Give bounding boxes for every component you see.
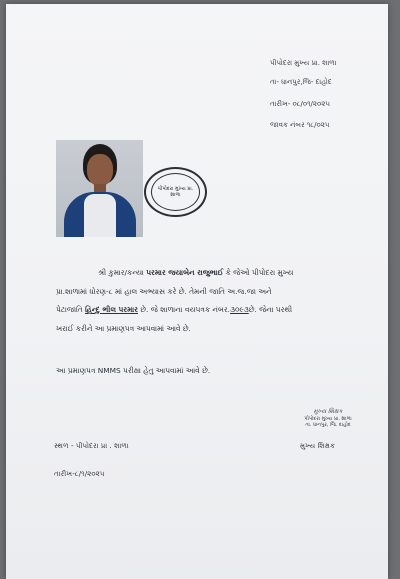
body-line-4: ખરાઈ કરીને આ પ્રમાણપત્ર આપવામાં આવે છે. — [56, 324, 191, 333]
stamp-text: પીપોદરા મુખ્ય પ્રા. શાળા — [157, 186, 194, 198]
student-photo — [56, 140, 143, 237]
certificate-page — [6, 4, 388, 579]
body-line-3-suffix: છે. જેના પરથી — [248, 305, 293, 314]
body-line-3-mid: છે. જે શાળાના વયપત્રક નંબર. — [140, 305, 231, 314]
student-name: પરમાર જયાબેન રાજુભાઈ — [146, 268, 224, 277]
signature-address: તા. ધાનપુર, જિ. દાહોદ — [305, 422, 351, 428]
student-subcaste: હિન્દુ ભીલ પરમાર — [84, 305, 138, 314]
body-line-1 — [98, 268, 398, 278]
signature-title: મુખ્ય શિક્ષક — [313, 408, 343, 415]
footer-date: તારીખ-૮/૧/૨૦૨૫ — [54, 469, 105, 478]
body-line-3 — [56, 305, 356, 315]
school-stamp — [144, 167, 207, 217]
body-line-1-suffix: કે જેઓ પીપોદરા મુખ્ય — [225, 268, 294, 277]
header-outward-number: જાવક નંબર ૧૮/૦૨૫ — [270, 121, 330, 129]
register-number: ૩૦૯૩ — [230, 305, 249, 314]
header-date: તારીખ- ૦૮/૦૧/૨૦૨૫ — [270, 100, 330, 108]
purpose-line: આ પ્રમાણપત્ર NMMS પરીક્ષા હેતુ આપવામાં આવે છે. — [56, 366, 211, 375]
signature-stamp — [298, 408, 358, 428]
body-line-3-prefix: પેટાજાતિ — [56, 305, 83, 314]
header-school-name: પીપોદરા મુખ્ય પ્રા. શાળા — [270, 59, 337, 67]
body-line-2: પ્રા.શાળામાં ધોરણ-૮ માં હાલ અભ્યાસ કરે છે. તેમની જાતિ અ.જ.જા અને — [56, 287, 272, 296]
header-address: તા- ધાનપુર,જિ- દાહોદ — [270, 78, 332, 86]
footer-place: સ્થળ - પીપોદરા પ્રા . શાળા — [54, 441, 129, 450]
signature-school: પીપોદરા મુખ્ય પ્રા. શાળા — [304, 416, 352, 422]
body-line-1-prefix: શ્રી કુમાર/કન્યા — [98, 268, 144, 277]
footer-principal-title: મુખ્ય શિક્ષક — [300, 441, 336, 450]
